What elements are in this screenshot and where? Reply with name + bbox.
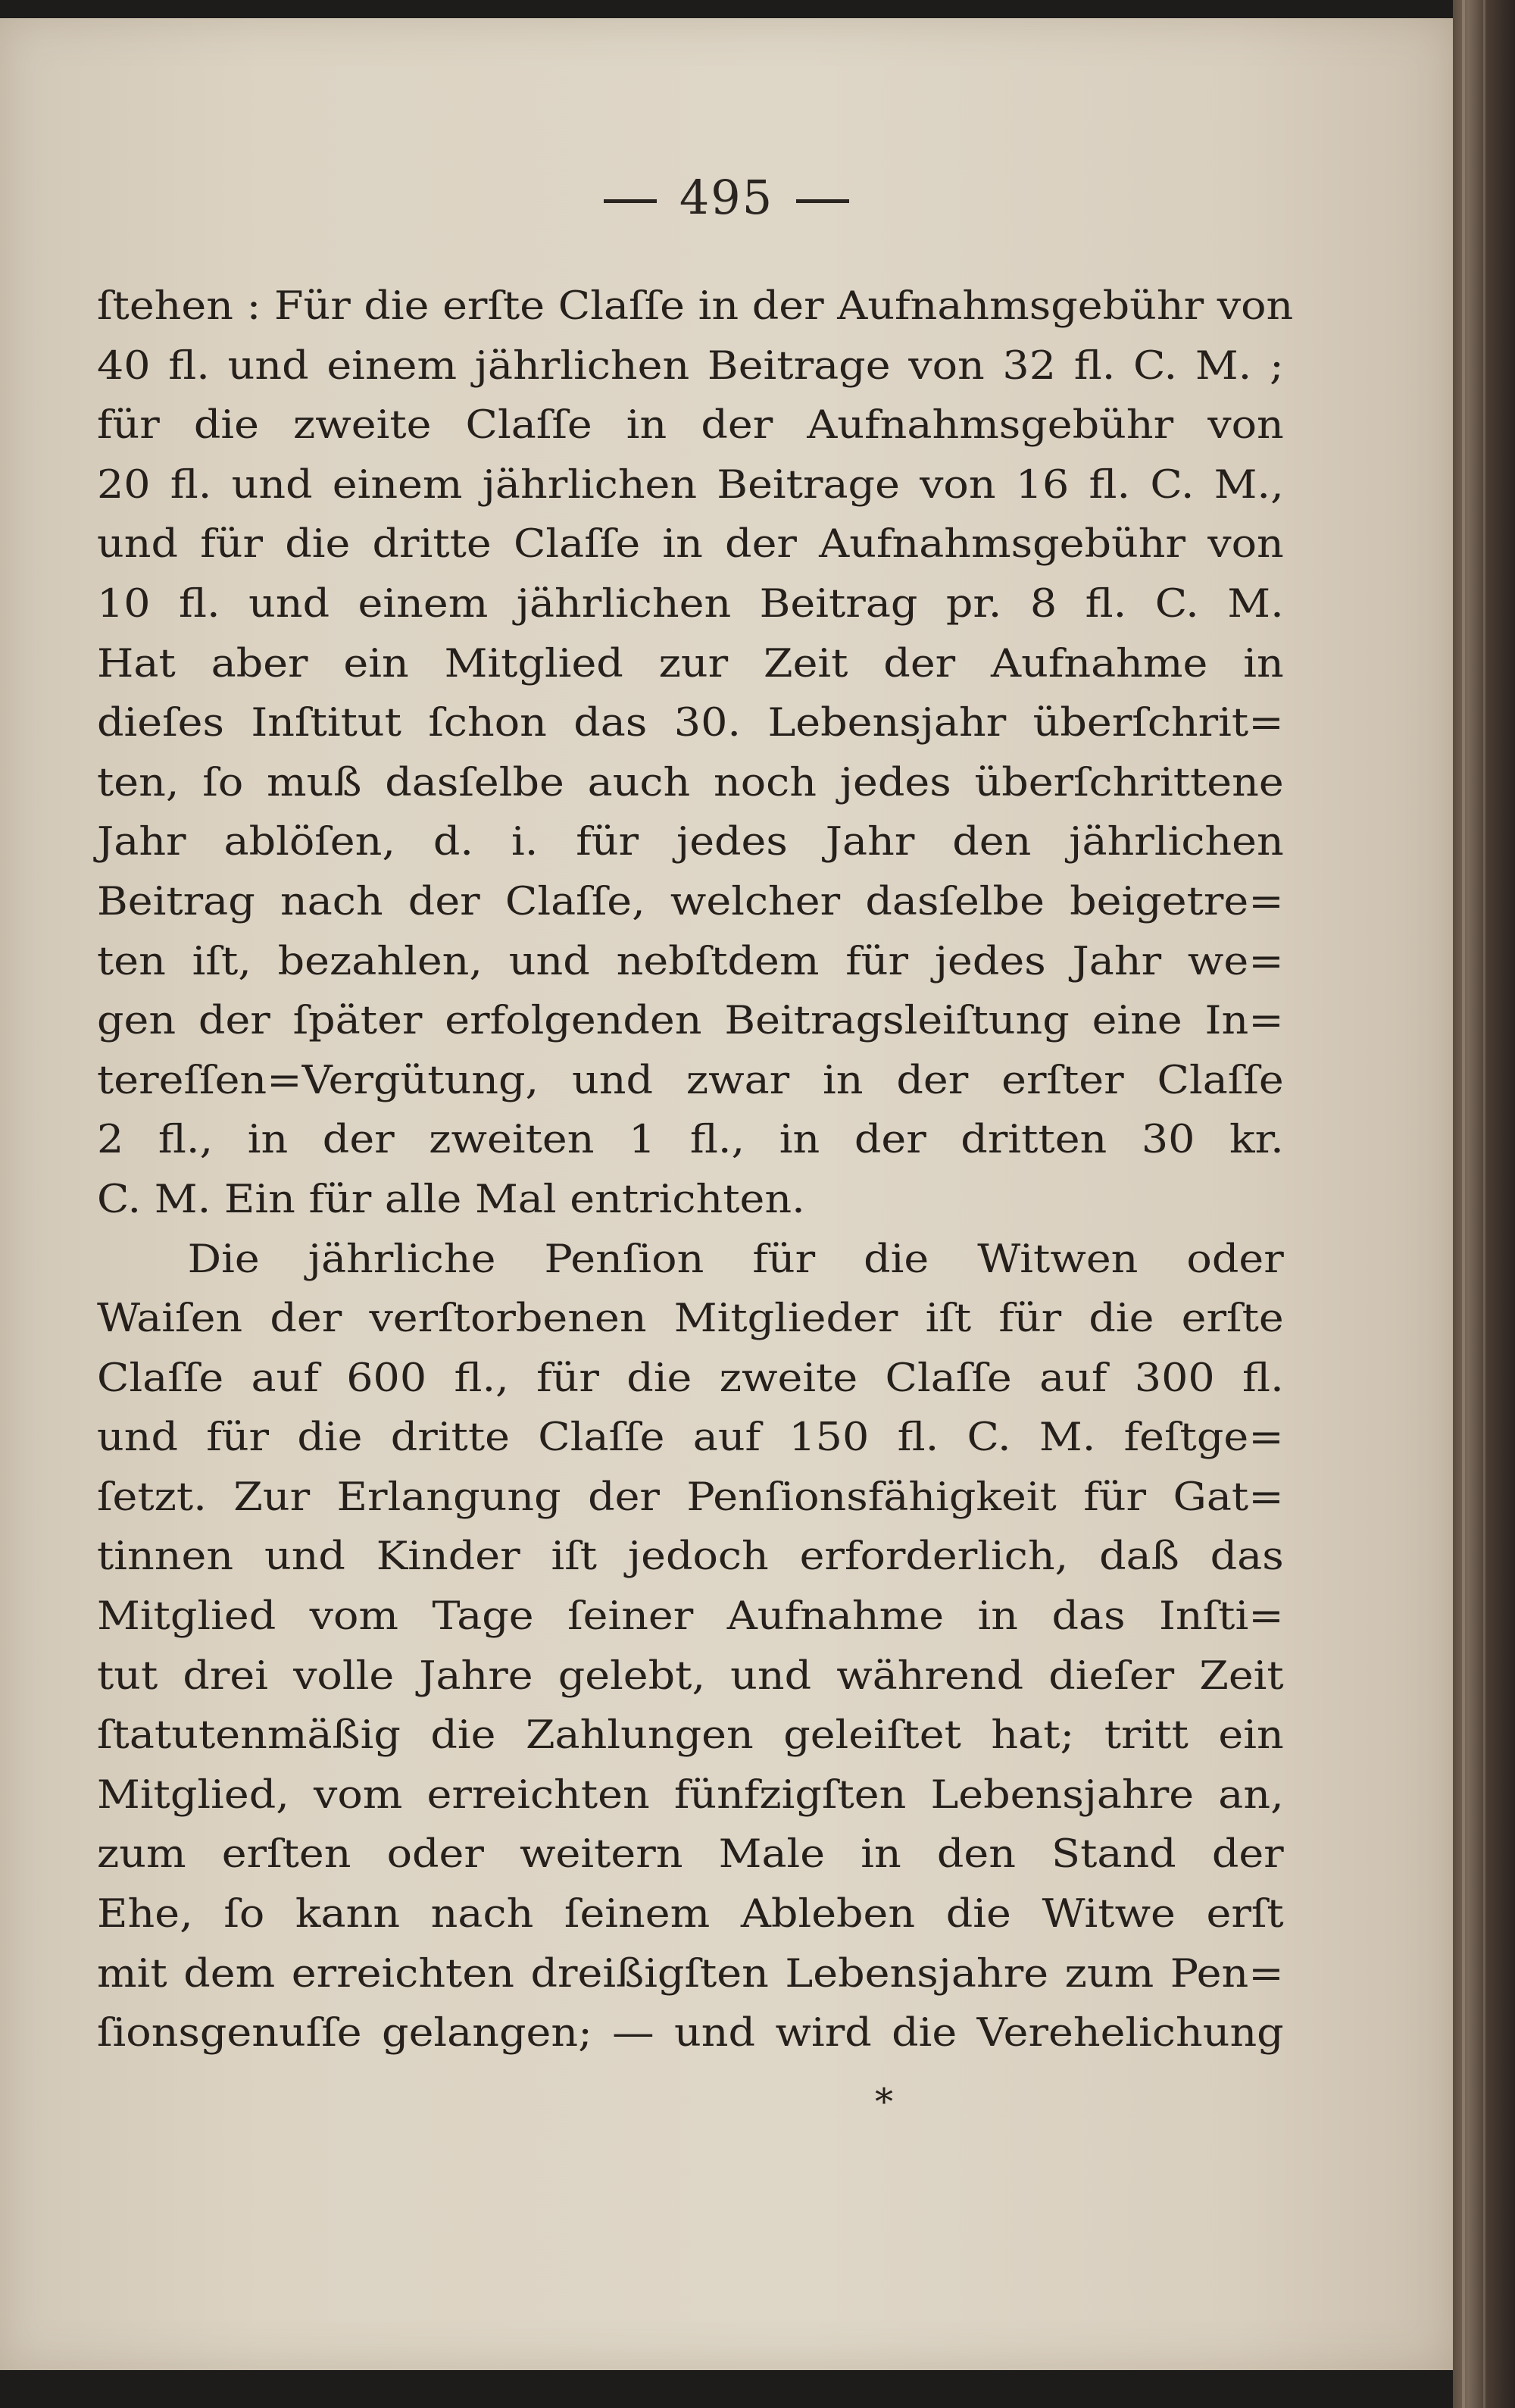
text-line: mit dem erreichten dreißigſten Lebensjahre zum Pen= bbox=[97, 1951, 1284, 1997]
text-line: und für die dritte Claſſe auf 150 fl. C. M. feſtge= bbox=[97, 1415, 1284, 1461]
text-line: ſetzt. Zur Erlangung der Penſionsfähigkeit für Gat= bbox=[97, 1475, 1284, 1520]
text-line: tut drei volle Jahre gelebt, und während dieſer Zeit bbox=[97, 1653, 1284, 1699]
text-line: 40 fl. und einem jährlichen Beitrage von 32 fl. C. M. ; bbox=[97, 343, 1284, 389]
page-header bbox=[0, 170, 1453, 225]
text-line: 2 fl., in der zweiten 1 fl., in der dritten 30 kr. bbox=[97, 1118, 1284, 1163]
text-line: Beitrag nach der Claſſe, welcher dasſelbe beigetre= bbox=[97, 879, 1284, 924]
book-edge bbox=[1453, 0, 1515, 2408]
body-text bbox=[97, 277, 1294, 2064]
text-line: 10 fl. und einem jährlichen Beitrag pr. 8 fl. C. M. bbox=[97, 581, 1284, 627]
page-sheet bbox=[0, 18, 1453, 2370]
text-line: Claſſe auf 600 fl., für die zweite Claſſe auf 300 fl. bbox=[97, 1356, 1284, 1401]
text-line: dieſes Inſtitut ſchon das 30. Lebensjahr überſchrit= bbox=[97, 701, 1284, 746]
text-line: ten, ſo muß dasſelbe auch noch jedes überſchrittene bbox=[97, 760, 1284, 805]
text-line: 20 fl. und einem jährlichen Beitrage von 16 fl. C. M., bbox=[97, 462, 1284, 508]
text-line: Waiſen der verſtorbenen Mitglieder iſt für die erſte bbox=[97, 1296, 1284, 1342]
text-line: tinnen und Kinder iſt jedoch erforderlich, daß das bbox=[97, 1534, 1284, 1580]
text-line: ſionsgenuſſe gelangen; — und wird die Verehelichung bbox=[97, 2011, 1284, 2056]
text-line: ſtatutenmäßig die Zahlungen geleiſtet hat; tritt ein bbox=[97, 1713, 1284, 1759]
signature-mark: * bbox=[875, 2081, 893, 2123]
text-line: Ehe, ſo kann nach ſeinem Ableben die Witwe erſt bbox=[97, 1892, 1284, 1937]
text-line: Hat aber ein Mitglied zur Zeit der Aufnahme in bbox=[97, 641, 1284, 686]
text-line: und für die dritte Claſſe in der Aufnahmsgebühr von bbox=[97, 522, 1284, 568]
header-right-dash bbox=[796, 199, 849, 203]
text-line: Jahr ablöſen, d. i. für jedes Jahr den jährlichen bbox=[97, 820, 1284, 865]
text-line: C. M. Ein für alle Mal entrichten. bbox=[97, 1177, 805, 1222]
header-left-dash bbox=[604, 199, 657, 203]
text-line: gen der ſpäter erfolgenden Beitragsleiſtung eine In= bbox=[97, 999, 1284, 1044]
text-line: ten iſt, bezahlen, und nebſtdem für jedes Jahr we= bbox=[97, 939, 1284, 984]
text-line: zum erſten oder weitern Male in den Stand der bbox=[97, 1832, 1284, 1878]
page-number: 495 bbox=[679, 170, 774, 225]
text-line: Mitglied vom Tage ſeiner Aufnahme in das Inſti= bbox=[97, 1594, 1284, 1640]
text-line: Mitglied, vom erreichten fünfzigſten Lebensjahre an, bbox=[97, 1772, 1284, 1818]
text-line: tereſſen=Vergütung, und zwar in der erſter Claſſe bbox=[97, 1058, 1284, 1103]
text-line: für die zweite Claſſe in der Aufnahmsgebühr von bbox=[97, 403, 1284, 449]
text-line: ſtehen : Für die erſte Claſſe in der Aufnahmsgebühr von bbox=[97, 284, 1294, 329]
text-line: Die jährliche Penſion für die Witwen oder bbox=[187, 1237, 1284, 1282]
